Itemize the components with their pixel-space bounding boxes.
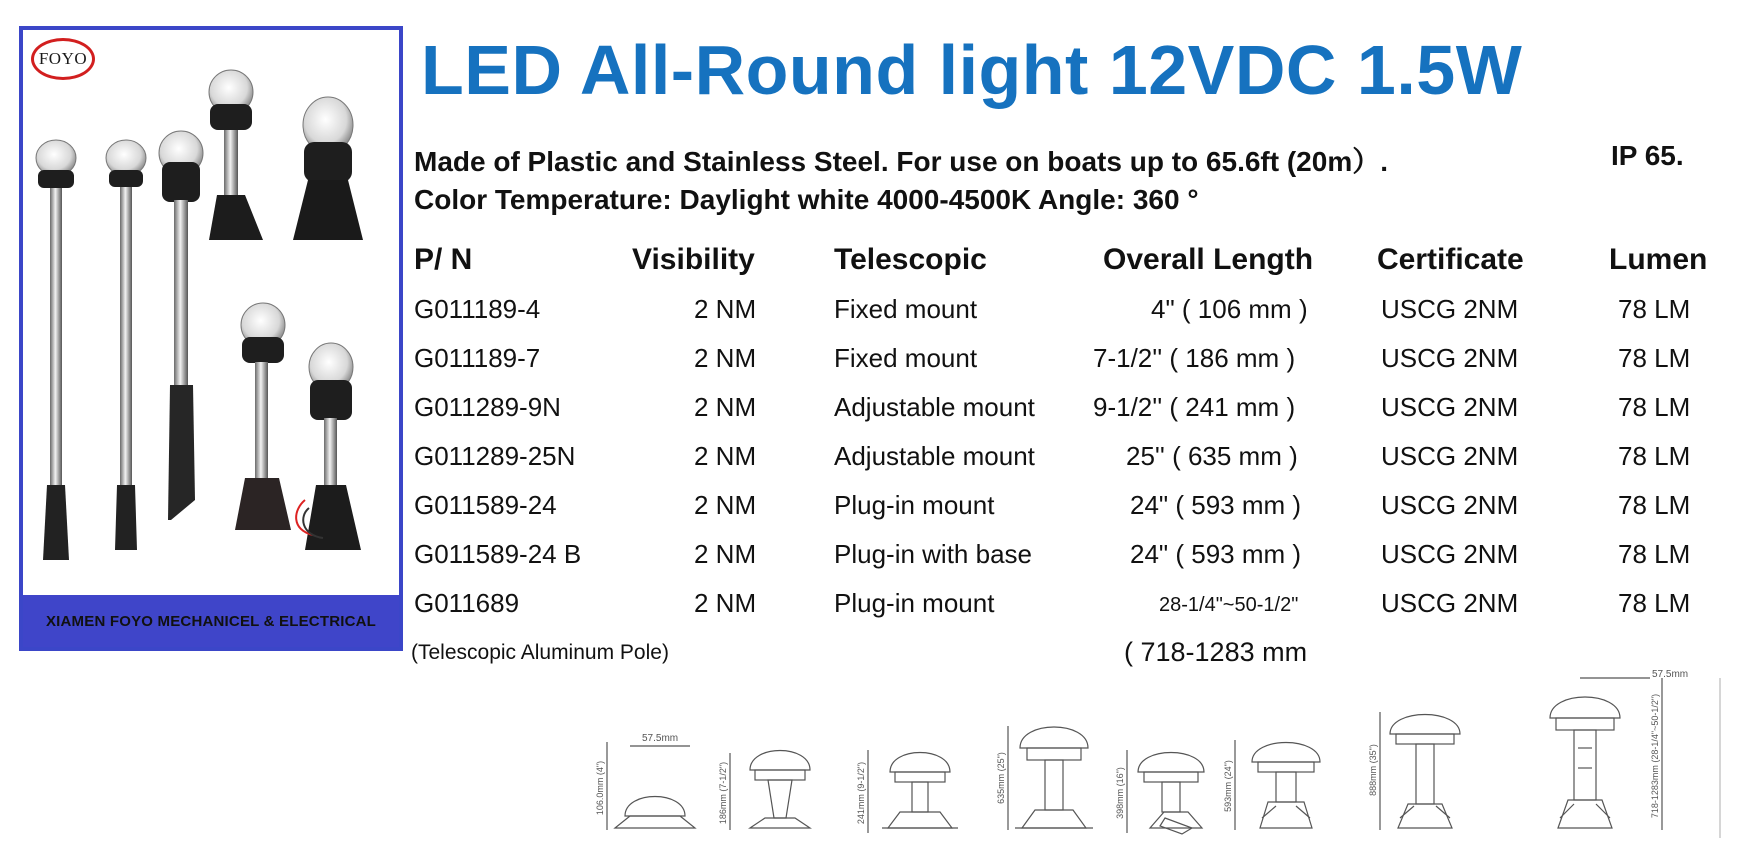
d1-width-label: 57.5mm	[642, 733, 679, 744]
table-cell-telescopic: Plug-in mount	[834, 588, 995, 618]
table-cell-lumen: 78 LM	[1618, 441, 1691, 471]
d5-height-label: 398mm (16")	[1115, 767, 1125, 819]
drawing-2	[718, 751, 810, 831]
product-photo-panel	[19, 26, 403, 651]
table-cell-pn: G011189-4	[414, 294, 541, 324]
dimension-drawings	[590, 669, 1720, 848]
table-cell-certificate: USCG 2NM	[1381, 392, 1519, 422]
drawing-4	[996, 726, 1093, 830]
table-cell-telescopic: Adjustable mount	[834, 392, 1035, 422]
header-overall-length: Overall Length	[1103, 243, 1314, 276]
header-pn: P/ N	[414, 243, 473, 276]
table-cell-length: 25'' ( 635 mm )	[1126, 441, 1298, 471]
table-cell-certificate: USCG 2NM	[1381, 294, 1519, 324]
table-cell-certificate: USCG 2NM	[1381, 490, 1519, 520]
table-cell-telescopic: Fixed mount	[834, 343, 978, 373]
d3-height-label: 241mm (9-1/2")	[856, 761, 866, 825]
drawing-7	[1368, 712, 1460, 830]
table-cell-telescopic: Fixed mount	[834, 294, 978, 324]
table-cell-length: 7-1/2'' ( 186 mm )	[1093, 343, 1296, 373]
table-cell-telescopic: Adjustable mount	[834, 441, 1035, 471]
d8-height-label: 718-1283mm (28-1/4"~50-1/2")	[1650, 693, 1660, 819]
table-cell-length: 4" ( 106 mm )	[1151, 294, 1308, 324]
d1-height-label: 106.0mm (4")	[595, 760, 605, 816]
table-cell-pn: G011589-24	[414, 490, 557, 520]
length-extra: ( 718-1283 mm	[1124, 637, 1308, 667]
table-cell-lumen: 78 LM	[1618, 392, 1691, 422]
page-title: LED All-Round light 12VDC 1.5W	[421, 31, 1523, 109]
table-cell-lumen: 78 LM	[1618, 588, 1691, 618]
table-cell-lumen: 78 LM	[1618, 490, 1691, 520]
product-photo	[23, 30, 399, 600]
company-banner: XIAMEN FOYO MECHANICEL & ELECTRICAL	[23, 595, 399, 647]
drawing-6	[1223, 740, 1320, 830]
table-cell-length: 28-1/4"~50-1/2"	[1159, 594, 1299, 616]
table-cell-pn: G011189-7	[414, 343, 541, 373]
header-certificate: Certificate	[1377, 243, 1524, 276]
drawing-1	[595, 733, 695, 830]
header-lumen: Lumen	[1609, 243, 1708, 276]
d6-height-label: 593mm (24")	[1223, 760, 1233, 812]
table-cell-pn: G011689	[414, 588, 520, 618]
table-cell-lumen: 78 LM	[1618, 343, 1691, 373]
d8-width-label: 57.5mm	[1652, 669, 1689, 680]
table-cell-length: 24" ( 593 mm )	[1130, 490, 1302, 520]
drawing-8	[1550, 669, 1720, 838]
table-cell-certificate: USCG 2NM	[1381, 588, 1519, 618]
foyo-logo: FOYO	[31, 38, 95, 80]
table-cell-visibility: 2 NM	[694, 490, 757, 520]
header-telescopic: Telescopic	[834, 243, 987, 276]
d4-height-label: 635mm (25")	[996, 752, 1006, 804]
header-visibility: Visibility	[632, 243, 755, 276]
d7-height-label: 888mm (35")	[1368, 744, 1378, 796]
table-cell-length: 9-1/2'' ( 241 mm )	[1093, 392, 1296, 422]
table-cell-visibility: 2 NM	[694, 441, 757, 471]
d2-height-label: 186mm (7-1/2")	[718, 761, 728, 825]
table-cell-certificate: USCG 2NM	[1381, 343, 1519, 373]
table-cell-certificate: USCG 2NM	[1381, 539, 1519, 569]
table-cell-telescopic: Plug-in mount	[834, 490, 995, 520]
table-cell-visibility: 2 NM	[694, 343, 757, 373]
table-cell-telescopic: Plug-in with base	[834, 539, 1032, 569]
table-cell-lumen: 78 LM	[1618, 294, 1691, 324]
table-cell-pn: G011289-9N	[414, 392, 561, 422]
footnote: (Telescopic Aluminum Pole)	[411, 641, 669, 664]
table-cell-pn: G011289-25N	[414, 441, 576, 471]
table-cell-lumen: 78 LM	[1618, 539, 1691, 569]
table-cell-visibility: 2 NM	[694, 588, 757, 618]
description-line-1: Made of Plastic and Stainless Steel. For use on boats up to 65.6ft (20m）.	[414, 146, 1388, 177]
table-cell-pn: G011589-24 B	[414, 539, 582, 569]
ip-rating: IP 65.	[1611, 140, 1684, 171]
drawing-3	[856, 750, 958, 833]
table-cell-length: 24" ( 593 mm )	[1130, 539, 1302, 569]
table-cell-visibility: 2 NM	[694, 392, 757, 422]
table-cell-visibility: 2 NM	[694, 539, 757, 569]
description-line-2: Color Temperature: Daylight white 4000-4500K Angle: 360 °	[414, 184, 1199, 215]
table-cell-visibility: 2 NM	[694, 294, 757, 324]
table-cell-certificate: USCG 2NM	[1381, 441, 1519, 471]
drawing-5	[1115, 750, 1204, 834]
